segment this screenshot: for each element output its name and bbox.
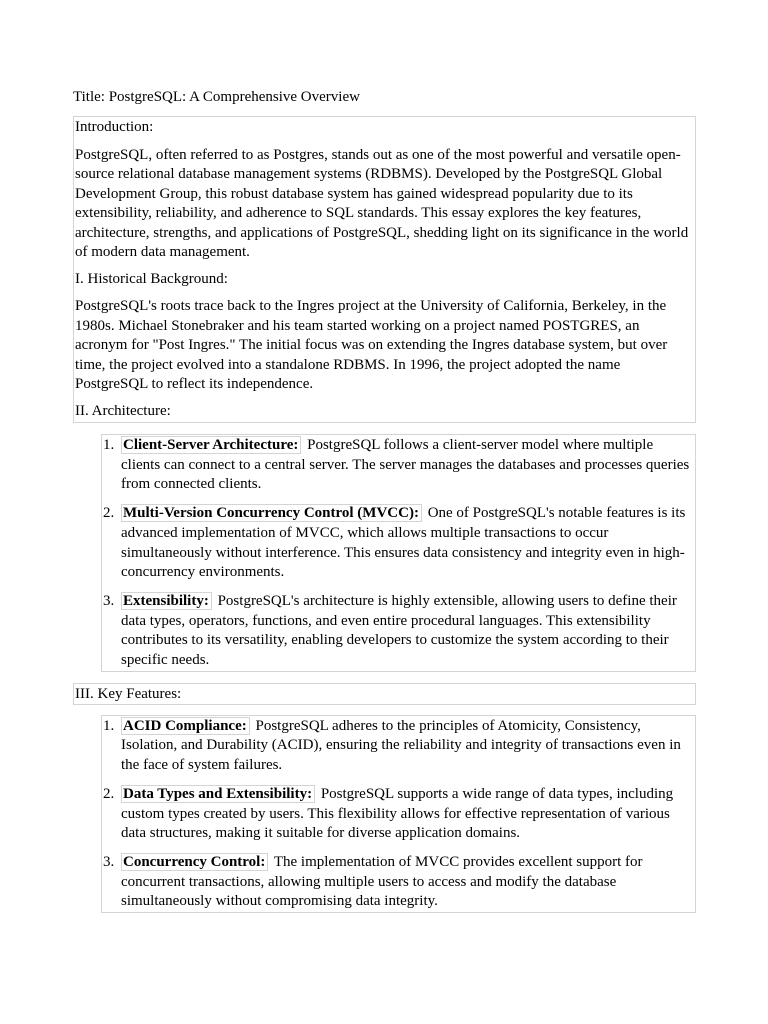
intro-heading: Introduction: — [75, 119, 154, 135]
list-item-text: One of PostgreSQL's notable features is its advanced implementation of MVCC, which allows multiple transactions to occur simultaneously without interference. This ensures data consistency and integrity even in high-concurrency environments. — [121, 505, 686, 581]
list-item-text: PostgreSQL adheres to the principles of Atomicity, Consistency, Isolation, and Durability (ACID), ensuring the reliability and integrity of transactions even in the face of system failures. — [121, 717, 681, 774]
history-heading: I. Historical Background: — [75, 270, 228, 287]
features-heading-box — [73, 683, 696, 705]
document-page — [73, 86, 696, 913]
list-item-term: ACID Compliance: — [121, 717, 250, 735]
list-item-term: Data Types and Extensibility: — [121, 785, 315, 803]
list-item — [102, 717, 695, 776]
list-item-term: Multi-Version Concurrency Control (MVCC): — [121, 504, 422, 522]
intro-paragraph: PostgreSQL, often referred to as Postgres, stands out as one of the most powerful and versatile open-source relational database management systems (RDBMS). Developed by the PostgreSQL Global Development Group, this robust database system has gained widespread popularity due to its extensibility, reliability, and adherence to SQL standards. This essay explores the key features, architecture, strengths, and applications of PostgreSQL, shedding light on its significance in the world of modern data management. — [75, 146, 689, 260]
document-title: Title: PostgreSQL: A Comprehensive Overview — [73, 89, 360, 105]
list-item-number: 3. — [103, 592, 115, 609]
list-item-term: Extensibility: — [121, 592, 212, 610]
list-item-text: PostgreSQL supports a wide range of data types, including custom types created by users. This flexibility allows for effective representation of various data structures, making it suitable for diverse application domains. — [121, 785, 674, 842]
list-item — [102, 785, 695, 844]
list-item — [102, 592, 695, 671]
features-heading: III. Key Features: — [75, 685, 182, 702]
list-item — [102, 504, 695, 583]
intro-section — [73, 116, 696, 423]
list-item — [102, 436, 695, 495]
list-item-number: 3. — [103, 853, 115, 870]
list-item-text: PostgreSQL's architecture is highly extensible, allowing users to define their data types, operators, functions, and even entire procedural languages. This extensibility contributes to its versatility, enabling developers to customize the system according to their specific needs. — [121, 592, 677, 669]
architecture-heading: II. Architecture: — [75, 402, 171, 419]
list-item-term: Client-Server Architecture: — [121, 436, 301, 454]
list-item — [102, 853, 695, 912]
list-item-text: PostgreSQL follows a client-server model where multiple clients can connect to a central server. The server manages the databases and processes queries from connected clients. — [121, 437, 690, 493]
list-item-number: 1. — [103, 437, 115, 453]
list-item-number: 1. — [103, 717, 115, 734]
list-item-text: The implementation of MVCC provides excellent support for concurrent transactions, allowing multiple users to access and modify the database simultaneously without compromising data integrity. — [121, 853, 643, 910]
features-list — [101, 715, 696, 913]
list-item-number: 2. — [103, 785, 115, 802]
architecture-list — [101, 434, 696, 672]
list-item-number: 2. — [103, 505, 115, 522]
list-item-term: Concurrency Control: — [121, 853, 268, 871]
history-paragraph: PostgreSQL's roots trace back to the Ingres project at the University of California, Berkeley, in the 1980s. Michael Stonebraker and his team started working on a project named POSTGRES, an acronym for "Post Ingres." The initial focus was on extending the Ingres database system, but over time, the project evolved into a standalone RDBMS. In 1996, the project adopted the name PostgreSQL to reflect its independence. — [75, 298, 668, 392]
